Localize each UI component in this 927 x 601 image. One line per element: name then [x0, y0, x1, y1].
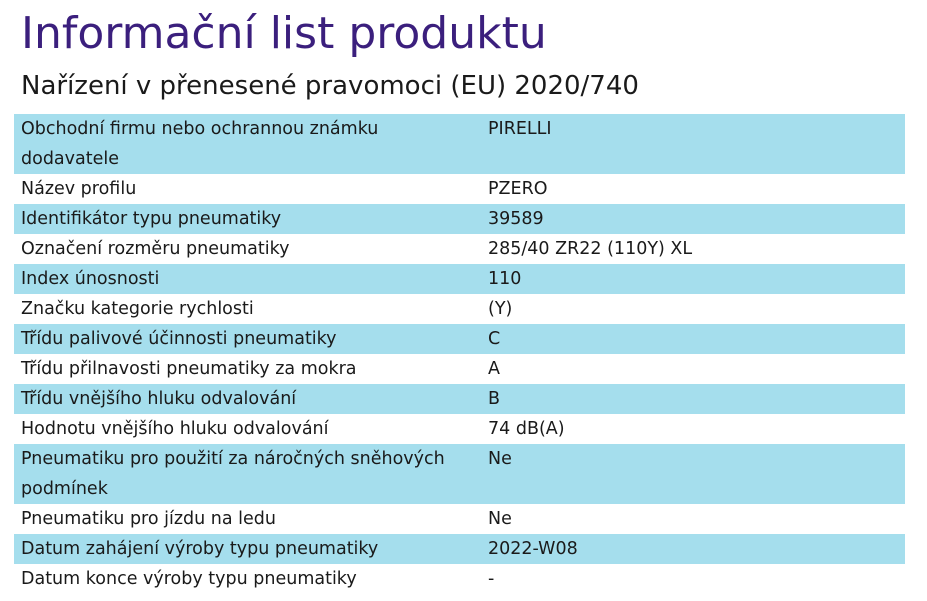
table-row — [14, 384, 905, 414]
table-row — [14, 114, 905, 174]
table-row — [14, 444, 905, 504]
row-label: Index únosnosti — [14, 264, 481, 294]
table-row — [14, 354, 905, 384]
row-value: 110 — [481, 264, 905, 294]
row-value: (Y) — [488, 299, 513, 319]
row-value: Ne — [488, 509, 512, 529]
table-row — [14, 264, 905, 294]
row-label: Třídu vnějšího hluku odvalování — [14, 384, 481, 414]
row-value: C — [481, 324, 905, 354]
row-label: Datum konce výroby typu pneumatiky — [21, 569, 357, 589]
table-row — [14, 534, 905, 564]
table-row — [14, 174, 905, 204]
row-label: Pneumatiku pro jízdu na ledu — [21, 509, 277, 529]
row-value: 74 dB(A) — [488, 419, 565, 439]
row-value: 2022-W08 — [481, 534, 905, 564]
product-info-table — [14, 114, 905, 594]
page-title: Informační list produktu — [21, 8, 547, 59]
table-row — [14, 204, 905, 234]
table-row — [14, 324, 905, 354]
row-value: PZERO — [488, 179, 548, 199]
row-label: Značku kategorie rychlosti — [21, 299, 254, 319]
row-value: A — [488, 359, 500, 379]
row-value: B — [481, 384, 905, 414]
row-label: Identifikátor typu pneumatiky — [14, 204, 481, 234]
row-label: Název profilu — [21, 179, 137, 199]
row-label: Třídu palivové účinnosti pneumatiky — [14, 324, 481, 354]
row-label: Obchodní firmu nebo ochrannou známku dodavatele — [14, 114, 481, 174]
row-value: Ne — [481, 444, 905, 504]
table-row — [14, 504, 905, 534]
table-row — [14, 414, 905, 444]
row-label: Pneumatiku pro použití za náročných sněhových podmínek — [14, 444, 481, 504]
table-row — [14, 294, 905, 324]
row-value: PIRELLI — [481, 114, 905, 174]
row-value: 285/40 ZR22 (110Y) XL — [488, 239, 693, 259]
row-label: Třídu přilnavosti pneumatiky za mokra — [21, 359, 357, 379]
row-value: - — [488, 569, 495, 589]
row-label: Datum zahájení výroby typu pneumatiky — [14, 534, 481, 564]
row-label: Hodnotu vnějšího hluku odvalování — [21, 419, 329, 439]
row-value: 39589 — [481, 204, 905, 234]
page-subtitle: Nařízení v přenesené pravomoci (EU) 2020/740 — [21, 71, 639, 101]
row-label: Označení rozměru pneumatiky — [21, 239, 290, 259]
table-row — [14, 564, 905, 594]
table-row — [14, 234, 905, 264]
